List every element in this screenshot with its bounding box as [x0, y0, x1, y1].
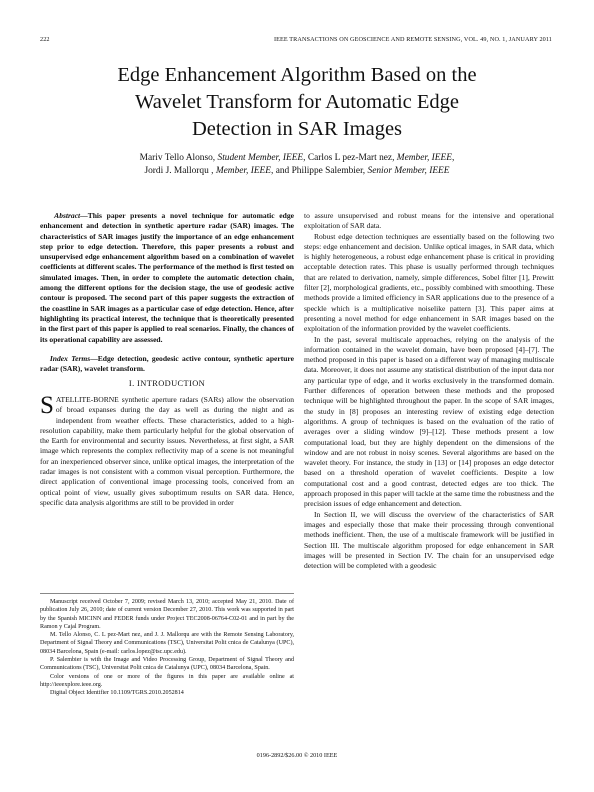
- abstract-text: —This paper presents a novel technique for automatic edge enhancement and detection in synthetic aperture radar (SAR) images. The characteristics of SAR images justify the importance of an edge enhancement step prior to edge detection. Therefore, this paper presents a robust and unsupervised edge enhancement algorithm based on a combination of wavelet coefficients at different scales. The performance of the method is first tested on simulated images. Then, in order to complete the automatic detection chain, among the different options for the decision stage, the use of geodesic active contour is proposed. The second part of this paper suggests the extraction of the coastline in SAR images as a particular case of edge detection. Hence, after highlighting its practical interest, the technique that is theoretically presented in the first part of this paper is applied to real scenarios. Finally, the chances of its operational capability are assessed.: [40, 211, 294, 344]
- paper-title: [60, 62, 534, 143]
- abstract: [40, 211, 294, 345]
- author-names: Mariv Tello Alonso,: [139, 153, 216, 163]
- body-paragraph: Robust edge detection techniques are essentially based on the following two steps: edge enhancement and decision. Unlike optical images, in SAR data, which is highly heterogeneous, a robust edge enhancement phase is critical in providing acceptable detection rates. This phase is usually performed through techniques that are related to derivation, namely, simple differences, Sobel filter [1], Prewitt filter [2], morphological gradients, etc., possibly combined with smoothing. These methods provide a limited efficiency in SAR applications due to the presence of a speckle which is a multiplicative noiselike pattern [3]. This paper aims at presenting a novel method for edge enhancement in SAR images based on the exploitation of the information provided by the wavelet coefficients.: [304, 231, 554, 334]
- drop-cap: S: [40, 392, 54, 419]
- title-line: Wavelet Transform for Automatic Edge: [134, 91, 459, 113]
- author-separator: ,: [451, 153, 455, 163]
- footnote: P. Salembier is with the Image and Video Processing Group, Department of Signal Theory and Communications (TSC), Universitat Polit cnica de Catalunya (UPC), 08034 Barcelona, Spain.: [40, 657, 294, 672]
- body-paragraph: In Section II, we will discuss the overview of the characteristics of SAR images and especially those that make their processing through conventional methods inefficient. Then, the use of a multiscale framework will be justified in Section III. The multiscale algorithm proposed for edge enhancement in SAR images will be presented in Section IV. The chain for an unsupervised edge detection will be completed with a geodesic: [304, 509, 554, 571]
- footnote: Manuscript received October 7, 2009; revised March 13, 2010; accepted May 21, 2010. Date of publication July 26, 2010; date of current version December 27, 2010. This work was supported in part by the Spanish MICINN and FEDER funds under Project TEC2008-06764-C02-01 and in part by the Ramon y Cajal Program.: [40, 599, 294, 630]
- author-names: , Carlos L pez-Mart nez,: [303, 153, 395, 163]
- running-header: [40, 36, 552, 48]
- index-terms: [40, 354, 294, 375]
- author-role: Member, IEEE: [215, 166, 272, 176]
- section-heading: I. INTRODUCTION: [128, 379, 206, 388]
- author-names: Jordi J. Mallorqu ,: [144, 166, 214, 176]
- index-terms-text: —Edge detection, geodesic active contour, synthetic aperture radar (SAR), wavelet transform.: [40, 354, 294, 374]
- page-number: 222: [40, 36, 50, 43]
- footnote: Color versions of one or more of the figures in this paper are available online at http://ieeexplore.ieee.org.: [40, 673, 294, 688]
- footnote: M. Tello Alonso, C. L pez-Mart nez, and J. J. Mallorqu are with the Remote Sensing Laboratory, Department of Signal Theory and Communications (TSC), Universitat Polit cnica de Catalunya (UPC), 08034 Barcelona, Spain (e-mail: carlos.lopez@tsc.upc.edu).: [40, 632, 294, 655]
- author-role: Member, IEEE: [396, 153, 452, 163]
- author-line: [60, 152, 534, 165]
- footnotes: [40, 598, 294, 698]
- journal-header: IEEE TRANSACTIONS ON GEOSCIENCE AND REMOTE SENSING, VOL. 49, NO. 1, JANUARY 2011: [273, 36, 552, 43]
- body-paragraph: In the past, several multiscale approaches, relying on the analysis of the information contained in the wavelet domain, have been proposed [4]–[7]. The method proposed in this paper is based on a different way of managing multiscale data. Moreover, it does not assume any statistical distribution of the input data nor any particular type of edge, and it works exclusively in the transformed domain. Further differences of operation between these methods and the proposed technique will be highlighted throughout the paper. In the scope of SAR images, the study in [8] proposes an interesting review of existing edge detection algorithms. A group of techniques is based on the evaluation of the ratio of averages over a sliding window [9]–[12]. These methods present a low computational load, but they are highly dependent on the dimensions of the window and are not robust in noisy scenes. Several algorithms are based on the wavelet theory. For instance, the study in [13] or [14] proposes an edge detector based on a threshold operation of wavelet coefficients. Despite a low computational cost and a good contrast, detected edges are too thick. The approach proposed in this paper will tackle at the same time the robustness and the precision issues of edge enhancement and detection.: [304, 334, 554, 509]
- author-list: [60, 152, 534, 178]
- abstract-label: Abstract: [54, 211, 81, 220]
- author-role: Student Member, IEEE: [217, 153, 304, 163]
- footnote: Digital Object Identifier 10.1109/TGRS.2010.2052814: [50, 690, 184, 697]
- body-paragraph: to assure unsupervised and robust means for the intensive and operational exploitation of SAR data.: [304, 211, 554, 231]
- footnote-rule: [40, 593, 294, 594]
- title-line: Detection in SAR Images: [191, 118, 403, 140]
- intro-text: ATELLITE-BORNE synthetic aperture radars (SARs) allow the observation of broad expanses during the day as well as during the night and as independent from weather effects. These characteristics, added to a high-resolution capability, make them particularly helpful for the global observation of the Earth for environmental and security issues. Nevertheless, at first sight, a SAR image which represents the complex reflectivity map of a scene is not meaningful for an inexperienced observer since, unlike optical images, the interpretation of the radar images is not consistent with a common visual perception. Furthermore, the direct application of conventional image processing tools, conceived from an optical point of view, usually gives suboptimum results on SAR data. Hence, specific data analysis algorithms are still to be provided in order: [40, 395, 294, 507]
- author-names: , and Philippe Salembier,: [271, 166, 366, 176]
- author-role: Senior Member, IEEE: [367, 166, 450, 176]
- copyright-footer: 0196-2892/$26.00 © 2010 IEEE: [256, 752, 338, 759]
- title-line: Edge Enhancement Algorithm Based on the: [117, 64, 477, 86]
- right-column: [304, 211, 554, 571]
- intro-paragraph: [40, 392, 294, 508]
- author-line: [60, 165, 534, 178]
- index-terms-label: Index Terms: [49, 354, 91, 363]
